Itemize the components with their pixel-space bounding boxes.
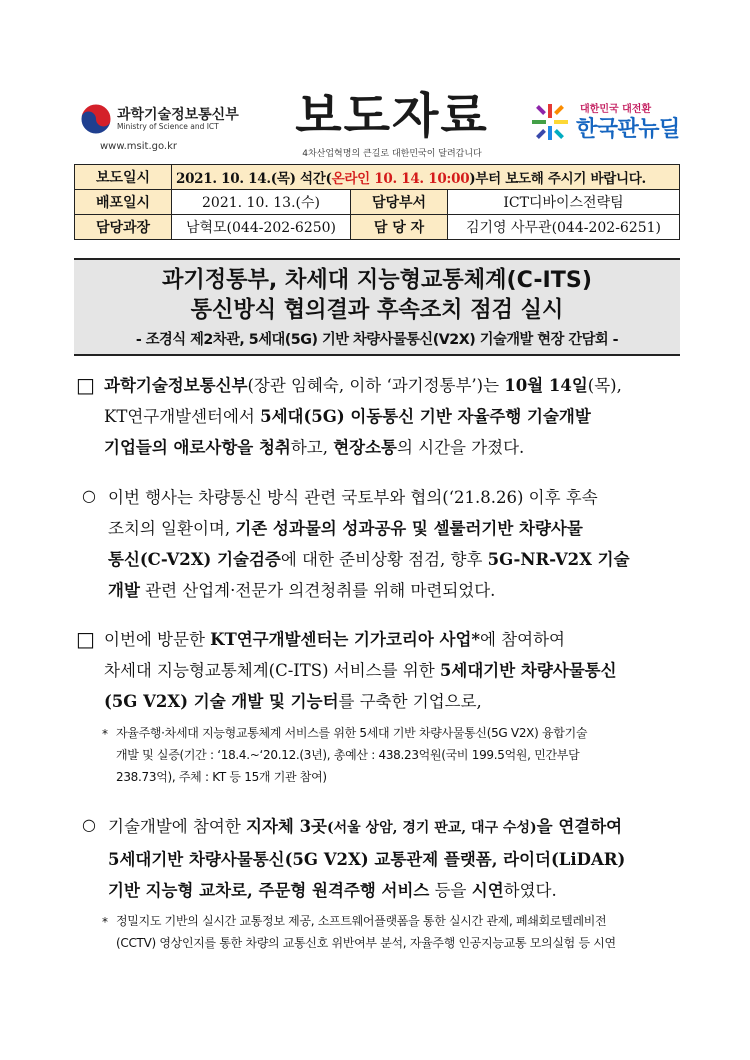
paragraph-line bbox=[108, 482, 630, 513]
circle-bullet-icon: ○ bbox=[82, 486, 96, 505]
staff-contact: 김기영 사무관(044-202-6251) bbox=[448, 215, 680, 240]
ministry-english-name: Ministry of Science and ICT bbox=[117, 122, 219, 131]
embargo-text-end: )부터 보도해 주시기 바랍니다. bbox=[469, 171, 646, 187]
footnote-star: * bbox=[102, 915, 108, 929]
text: 조치의 일환이며, bbox=[108, 519, 236, 538]
text: 이번에 방문한 bbox=[104, 630, 211, 649]
square-bullet-icon: □ bbox=[76, 627, 95, 651]
distribution-date: 2021. 10. 13.(수) bbox=[172, 190, 351, 215]
footnote-line: 개발 및 실증(기간 : ‘18.4.~‘20.12.(3년), 총예산 : 438.23억원(국비 199.5억원, 민간부담 bbox=[116, 748, 580, 762]
bold-text: 10월 14일 bbox=[504, 376, 588, 395]
paragraph-line bbox=[104, 432, 622, 463]
paragraph-line bbox=[104, 655, 617, 686]
bold-text: 개발 bbox=[108, 581, 140, 600]
footnote-line: 238.73억), 주체 : KT 등 15개 기관 참여) bbox=[116, 770, 327, 784]
korean-new-deal-logo bbox=[530, 98, 710, 148]
text: 관련 산업계·전문가 의견청취를 위해 마련되었다. bbox=[139, 581, 496, 600]
paragraph-line bbox=[108, 544, 630, 575]
text: 기술개발에 참여한 bbox=[108, 817, 247, 836]
text: 에 참여하여 bbox=[480, 630, 565, 649]
bold-text: 통신(C-V2X) 기술검증 bbox=[108, 550, 281, 569]
text: 이번 행사는 차량통신 방식 관련 국토부와 협의(‘21.8.26) 이후 후속 bbox=[108, 488, 598, 507]
embargo-label: 보도일시 bbox=[75, 165, 172, 190]
bold-text: 과학기술정보통신부 bbox=[104, 376, 248, 395]
new-deal-subtitle: 대한민국 대전환 bbox=[580, 104, 652, 115]
taegeuk-emblem-icon bbox=[80, 103, 112, 135]
square-bullet-icon: □ bbox=[76, 373, 95, 397]
bold-text: 시연 bbox=[471, 881, 504, 900]
ministry-name: 과학기술정보통신부 bbox=[117, 107, 239, 123]
footnote-1 bbox=[116, 722, 587, 788]
text: 를 구축한 기업으로, bbox=[338, 692, 482, 711]
bold-text: KT연구개발센터는 기가코리아 사업* bbox=[210, 630, 481, 649]
distribution-row bbox=[75, 190, 680, 215]
new-deal-title: 한국판뉴딜 bbox=[576, 117, 680, 142]
department-name: ICT디바이스전략팀 bbox=[448, 190, 680, 215]
bold-text: 5세대기반 차량사물통신 bbox=[439, 661, 617, 680]
bold-text: 을 연결하여 bbox=[536, 817, 623, 836]
ministry-logo bbox=[80, 100, 300, 160]
bold-text: 5G-NR-V2X 기술 bbox=[487, 550, 630, 569]
text: 하고, bbox=[290, 438, 334, 457]
text: KT연구개발센터에서 bbox=[104, 407, 261, 426]
manager-contact: 남혁모(044-202-6250) bbox=[172, 215, 351, 240]
text: 에 대한 준비상황 점검, 향후 bbox=[280, 550, 488, 569]
paragraph-line bbox=[108, 513, 630, 544]
contact-row bbox=[75, 215, 680, 240]
footnote-line: 자율주행·차세대 지능형교통체계 서비스를 위한 5세대 기반 차량사물통신(5G V2X) 융합기술 bbox=[116, 726, 588, 740]
paragraph-line bbox=[108, 875, 625, 906]
text: (목), bbox=[587, 376, 622, 395]
paragraph-line bbox=[104, 624, 617, 655]
circle-bullet-icon: ○ bbox=[82, 815, 96, 834]
embargo-text-start: 2021. 10. 14.(목) 석간( bbox=[176, 171, 332, 187]
paragraph-line bbox=[104, 686, 617, 717]
headline-line-2: 통신방식 협의결과 후속조치 점검 실시 bbox=[190, 297, 564, 323]
bold-text: 5세대기반 차량사물통신(5G V2X) 교통관제 플랫폼, 라이더(LiDAR) bbox=[108, 850, 626, 869]
text: 차세대 지능형교통체계(C-ITS) 서비스를 위한 bbox=[104, 661, 440, 680]
embargo-value bbox=[172, 165, 680, 190]
headline-box bbox=[74, 258, 680, 356]
press-release-title: 보도자료 bbox=[295, 88, 489, 144]
paragraph-line bbox=[108, 844, 625, 875]
manager-label: 담당과장 bbox=[75, 215, 172, 240]
bold-text: (5G V2X) 기술 개발 및 기능터 bbox=[104, 692, 339, 711]
footnote-star: * bbox=[102, 727, 108, 741]
paragraph-2 bbox=[108, 482, 630, 606]
bold-text: 기반 지능형 교차로, 주문형 원격주행 서비스 bbox=[108, 881, 430, 900]
paragraph-line bbox=[104, 370, 622, 401]
bold-text: 5세대(5G) 이동통신 기반 자율주행 기술개발 bbox=[260, 407, 591, 426]
paragraph-3 bbox=[104, 624, 617, 717]
bold-text: 현장소통 bbox=[333, 438, 397, 457]
text: (장관 임혜숙, 이하 ‘과기정통부’)는 bbox=[247, 376, 505, 395]
text: 하였다. bbox=[503, 881, 557, 900]
embargo-row bbox=[75, 165, 680, 190]
embargo-online-time: 온라인 10. 14. 10:00 bbox=[331, 171, 470, 187]
department-label: 담당부서 bbox=[351, 190, 448, 215]
bold-text: (서울 상암, 경기 판교, 대구 수성) bbox=[327, 820, 537, 836]
text: 등을 bbox=[429, 881, 472, 900]
staff-label: 담 당 자 bbox=[351, 215, 448, 240]
release-info-table bbox=[74, 164, 680, 240]
paragraph-line bbox=[108, 811, 625, 844]
bold-text: 지자체 3곳 bbox=[246, 817, 327, 836]
new-deal-star-icon bbox=[530, 102, 570, 142]
press-header bbox=[0, 0, 750, 160]
distribution-label: 배포일시 bbox=[75, 190, 172, 215]
paragraph-1 bbox=[104, 370, 622, 463]
text: 의 시간을 가졌다. bbox=[396, 438, 525, 457]
ministry-url: www.msit.go.kr bbox=[100, 141, 177, 152]
paragraph-line bbox=[104, 401, 622, 432]
footnote-line: 정밀지도 기반의 실시간 교통정보 제공, 소프트웨어플랫폼을 통한 실시간 관제, 폐쇄회로텔레비전 bbox=[116, 914, 607, 928]
headline-line-1: 과기정통부, 차세대 지능형교통체계(C-ITS) bbox=[162, 267, 592, 293]
slogan: 4차산업혁명의 큰길로 대한민국이 달려갑니다 bbox=[302, 149, 482, 159]
paragraph-4 bbox=[108, 811, 625, 906]
footnote-2 bbox=[116, 910, 616, 954]
bold-text: 기업들의 애로사항을 청취 bbox=[104, 438, 291, 457]
subheadline: - 조경식 제2차관, 5세대(5G) 기반 차량사물통신(V2X) 기술개발 현장 간담회 - bbox=[135, 332, 619, 348]
footnote-line: (CCTV) 영상인지를 통한 차량의 교통신호 위반여부 분석, 자율주행 인공지능교통 모의실험 등 시연 bbox=[116, 936, 616, 950]
paragraph-line bbox=[108, 575, 630, 606]
bold-text: 기존 성과물의 성과공유 및 셀룰러기반 차량사물 bbox=[235, 519, 583, 538]
